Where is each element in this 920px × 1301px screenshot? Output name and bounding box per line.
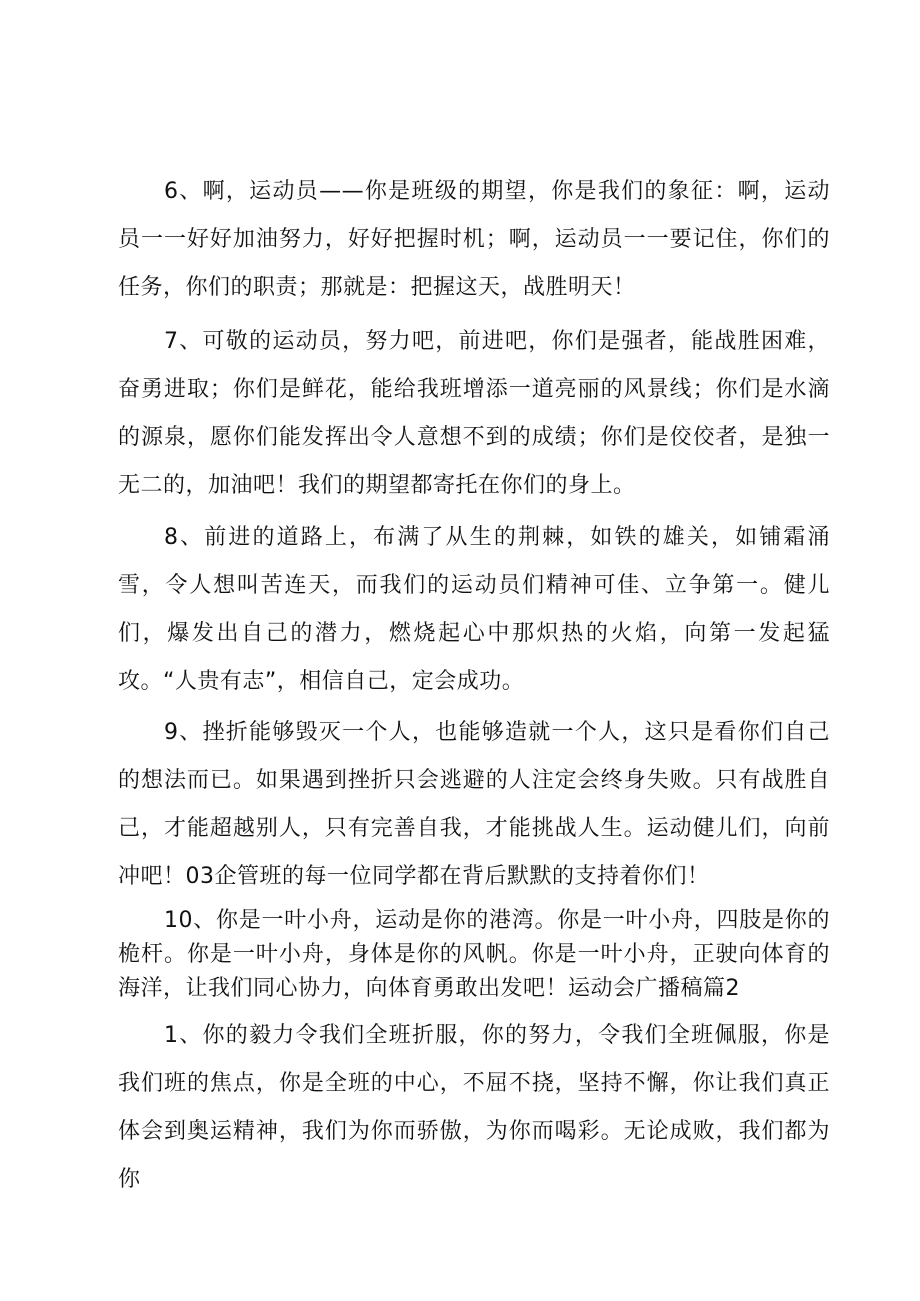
paragraph-6: 6、啊，运动员——你是班级的期望，你是我们的象征：啊，运动员一一好好加油努力，好好把握时机；啊，运动员一一要记住，你们的任务，你们的职责；那就是：把握这天，战胜明天！ [118,179,830,300]
paragraph-7: 7、可敬的运动员，努力吧，前进吧，你们是强者，能战胜困难，奋勇进取；你们是鲜花，能给我班增添一道亮丽的风景线；你们是水滴的源泉，愿你们能发挥出令人意想不到的成绩；你们是佼佼者，是独一无二的，加油吧！我们的期望都寄托在你们的身上。 [118,329,830,498]
paragraph-10: 10、你是一叶小舟，运动是你的港湾。你是一叶小舟，四肢是你的桅杆。你是一叶小舟，身体是你的风帆。你是一叶小舟，正驶向体育的海洋，让我们同心协力，向体育勇敢出发吧！运动会广播稿篇2 [118,908,830,1001]
paragraph-8: 8、前进的道路上，布满了从生的荆棘，如铁的雄关，如铺霜涌雪，令人想叫苦连天，而我们的运动员们精神可佳、立争第一。健儿们，爆发出自己的潜力，燃烧起心中那炽热的火焰，向第一发起猛攻。“人贵有志”，相信自己，定会成功。 [118,525,830,694]
paragraph-9: 9、挫折能够毁灭一个人，也能够造就一个人，这只是看你们自己的想法而已。如果遇到挫折只会逃避的人注定会终身失败。只有战胜自己，才能超越别人，只有完善自我，才能挑战人生。运动健儿们，向前冲吧！03企管班的每一位同学都在背后默默的支持着你们！ [118,720,830,889]
paragraph-1-part-2: 1、你的毅力令我们全班折服，你的努力，令我们全班佩服，你是我们班的焦点，你是全班的中心，不屈不挠，坚持不懈，你让我们真正体会到奥运精神，我们为你而骄傲，为你而喝彩。无论成败，我们都为你 [118,1023,830,1192]
